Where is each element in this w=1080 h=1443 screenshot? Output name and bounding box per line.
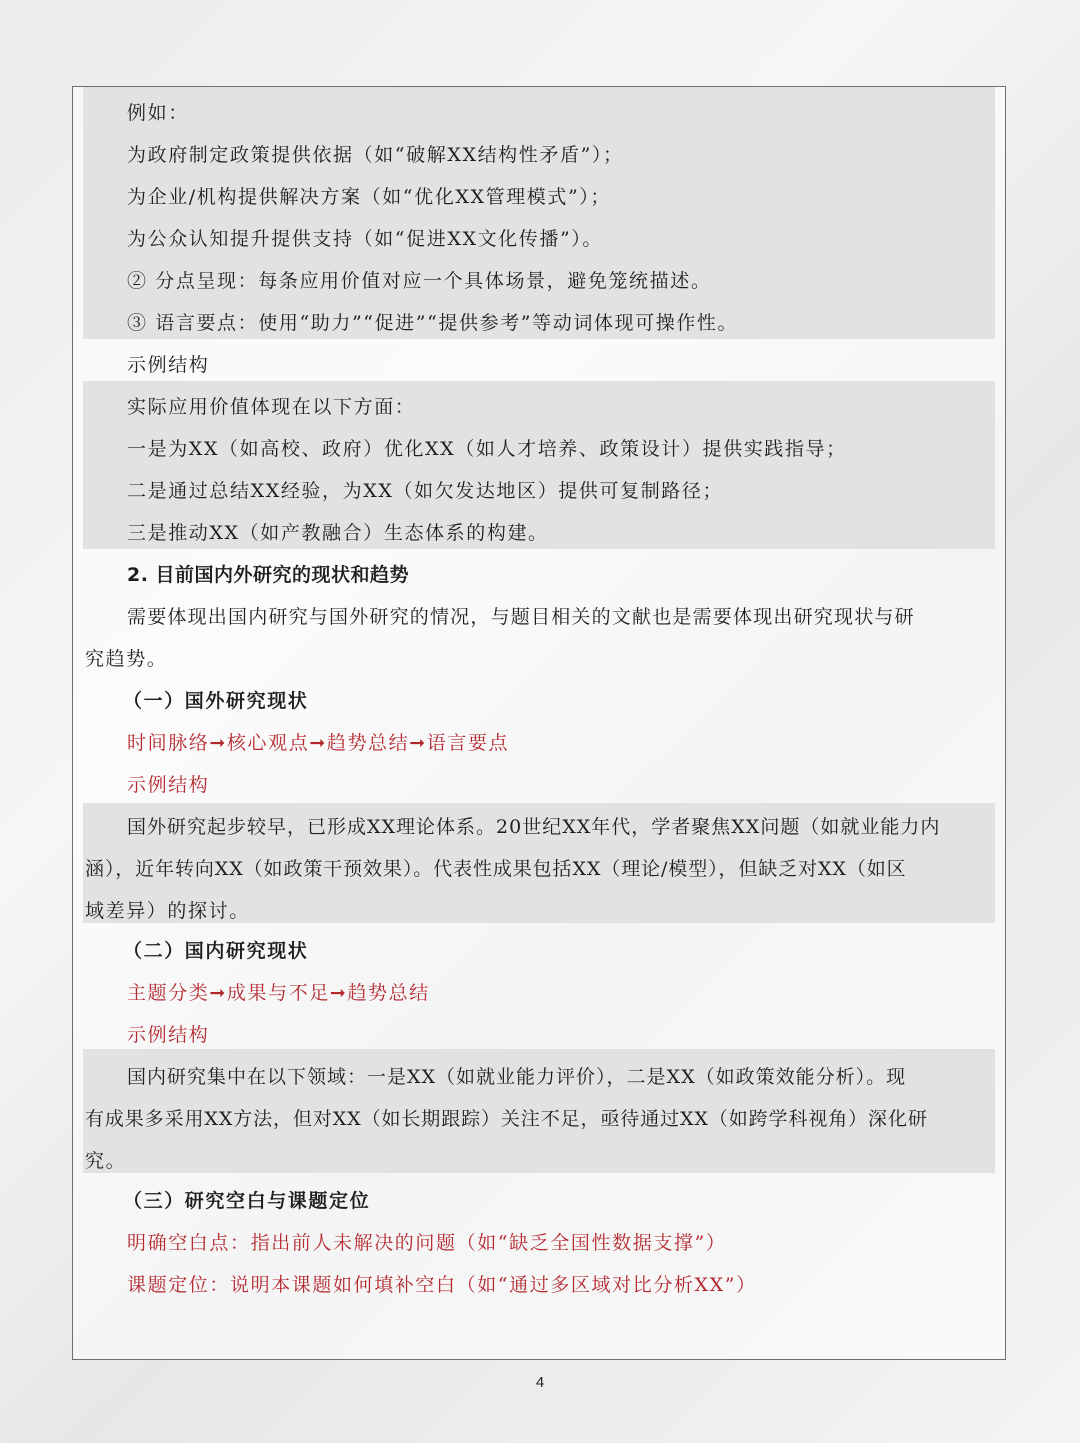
subsection-title: （二）国内研究现状 (123, 940, 309, 962)
text-line: 二是通过总结XX经验，为XX（如欠发达地区）提供可复制路径； (127, 480, 724, 502)
example-label: 示例结构 (127, 354, 210, 376)
subsection-title: （三）研究空白与课题定位 (123, 1190, 371, 1212)
section-intro: 究趋势。 (85, 648, 168, 670)
text-line: ② 分点呈现：每条应用价值对应一个具体场景，避免笼统描述。 (127, 270, 712, 292)
page-number: 4 (535, 1374, 545, 1391)
text-line: 为公众认知提升提供支持（如“促进XX文化传播”）。 (127, 228, 603, 250)
text-line: 有成果多采用XX方法，但对XX（如长期跟踪）关注不足，亟待通过XX（如跨学科视角）深化研 (85, 1108, 928, 1130)
text-line: 为政府制定政策提供依据（如“破解XX结构性矛盾”）； (127, 144, 624, 166)
topic-positioning: 课题定位：说明本课题如何填补空白（如“通过多区域对比分析XX”） (127, 1274, 757, 1296)
example-label: 示例结构 (127, 774, 210, 796)
document-page (72, 86, 1006, 1360)
structure-flow: 主题分类➞成果与不足➞趋势总结 (127, 982, 430, 1004)
section-intro: 需要体现出国内研究与国外研究的情况，与题目相关的文献也是需要体现出研究现状与研 (127, 606, 915, 628)
text-line: 域差异）的探讨。 (85, 900, 250, 922)
text-line: 国内研究集中在以下领域：一是XX（如就业能力评价），二是XX（如政策效能分析）。现 (127, 1066, 907, 1088)
text-line: 实际应用价值体现在以下方面： (127, 396, 416, 418)
gap-point: 明确空白点：指出前人未解决的问题（如“缺乏全国性数据支撑”） (127, 1232, 727, 1254)
example-label: 示例结构 (127, 1024, 210, 1046)
text-line: 究。 (85, 1150, 127, 1172)
text-line: 为企业/机构提供解决方案（如“优化XX管理模式”）； (127, 186, 611, 208)
subsection-title: （一）国外研究现状 (123, 690, 309, 712)
text-line: 三是推动XX（如产教融合）生态体系的构建。 (127, 522, 549, 544)
text-line: 国外研究起步较早，已形成XX理论体系。20世纪XX年代，学者聚焦XX问题（如就业能力内 (127, 816, 941, 838)
section-title: 2. 目前国内外研究的现状和趋势 (127, 564, 410, 586)
text-line: 例如： (127, 102, 189, 124)
text-line: ③ 语言要点：使用“助力”“促进”“提供参考”等动词体现可操作性。 (127, 312, 739, 334)
text-line: 一是为XX（如高校、政府）优化XX（如人才培养、政策设计）提供实践指导； (127, 438, 847, 460)
structure-flow: 时间脉络➞核心观点➞趋势总结➞语言要点 (127, 732, 510, 754)
text-line: 涵），近年转向XX（如政策干预效果）。代表性成果包括XX（理论/模型），但缺乏对XX（如区 (85, 858, 907, 880)
